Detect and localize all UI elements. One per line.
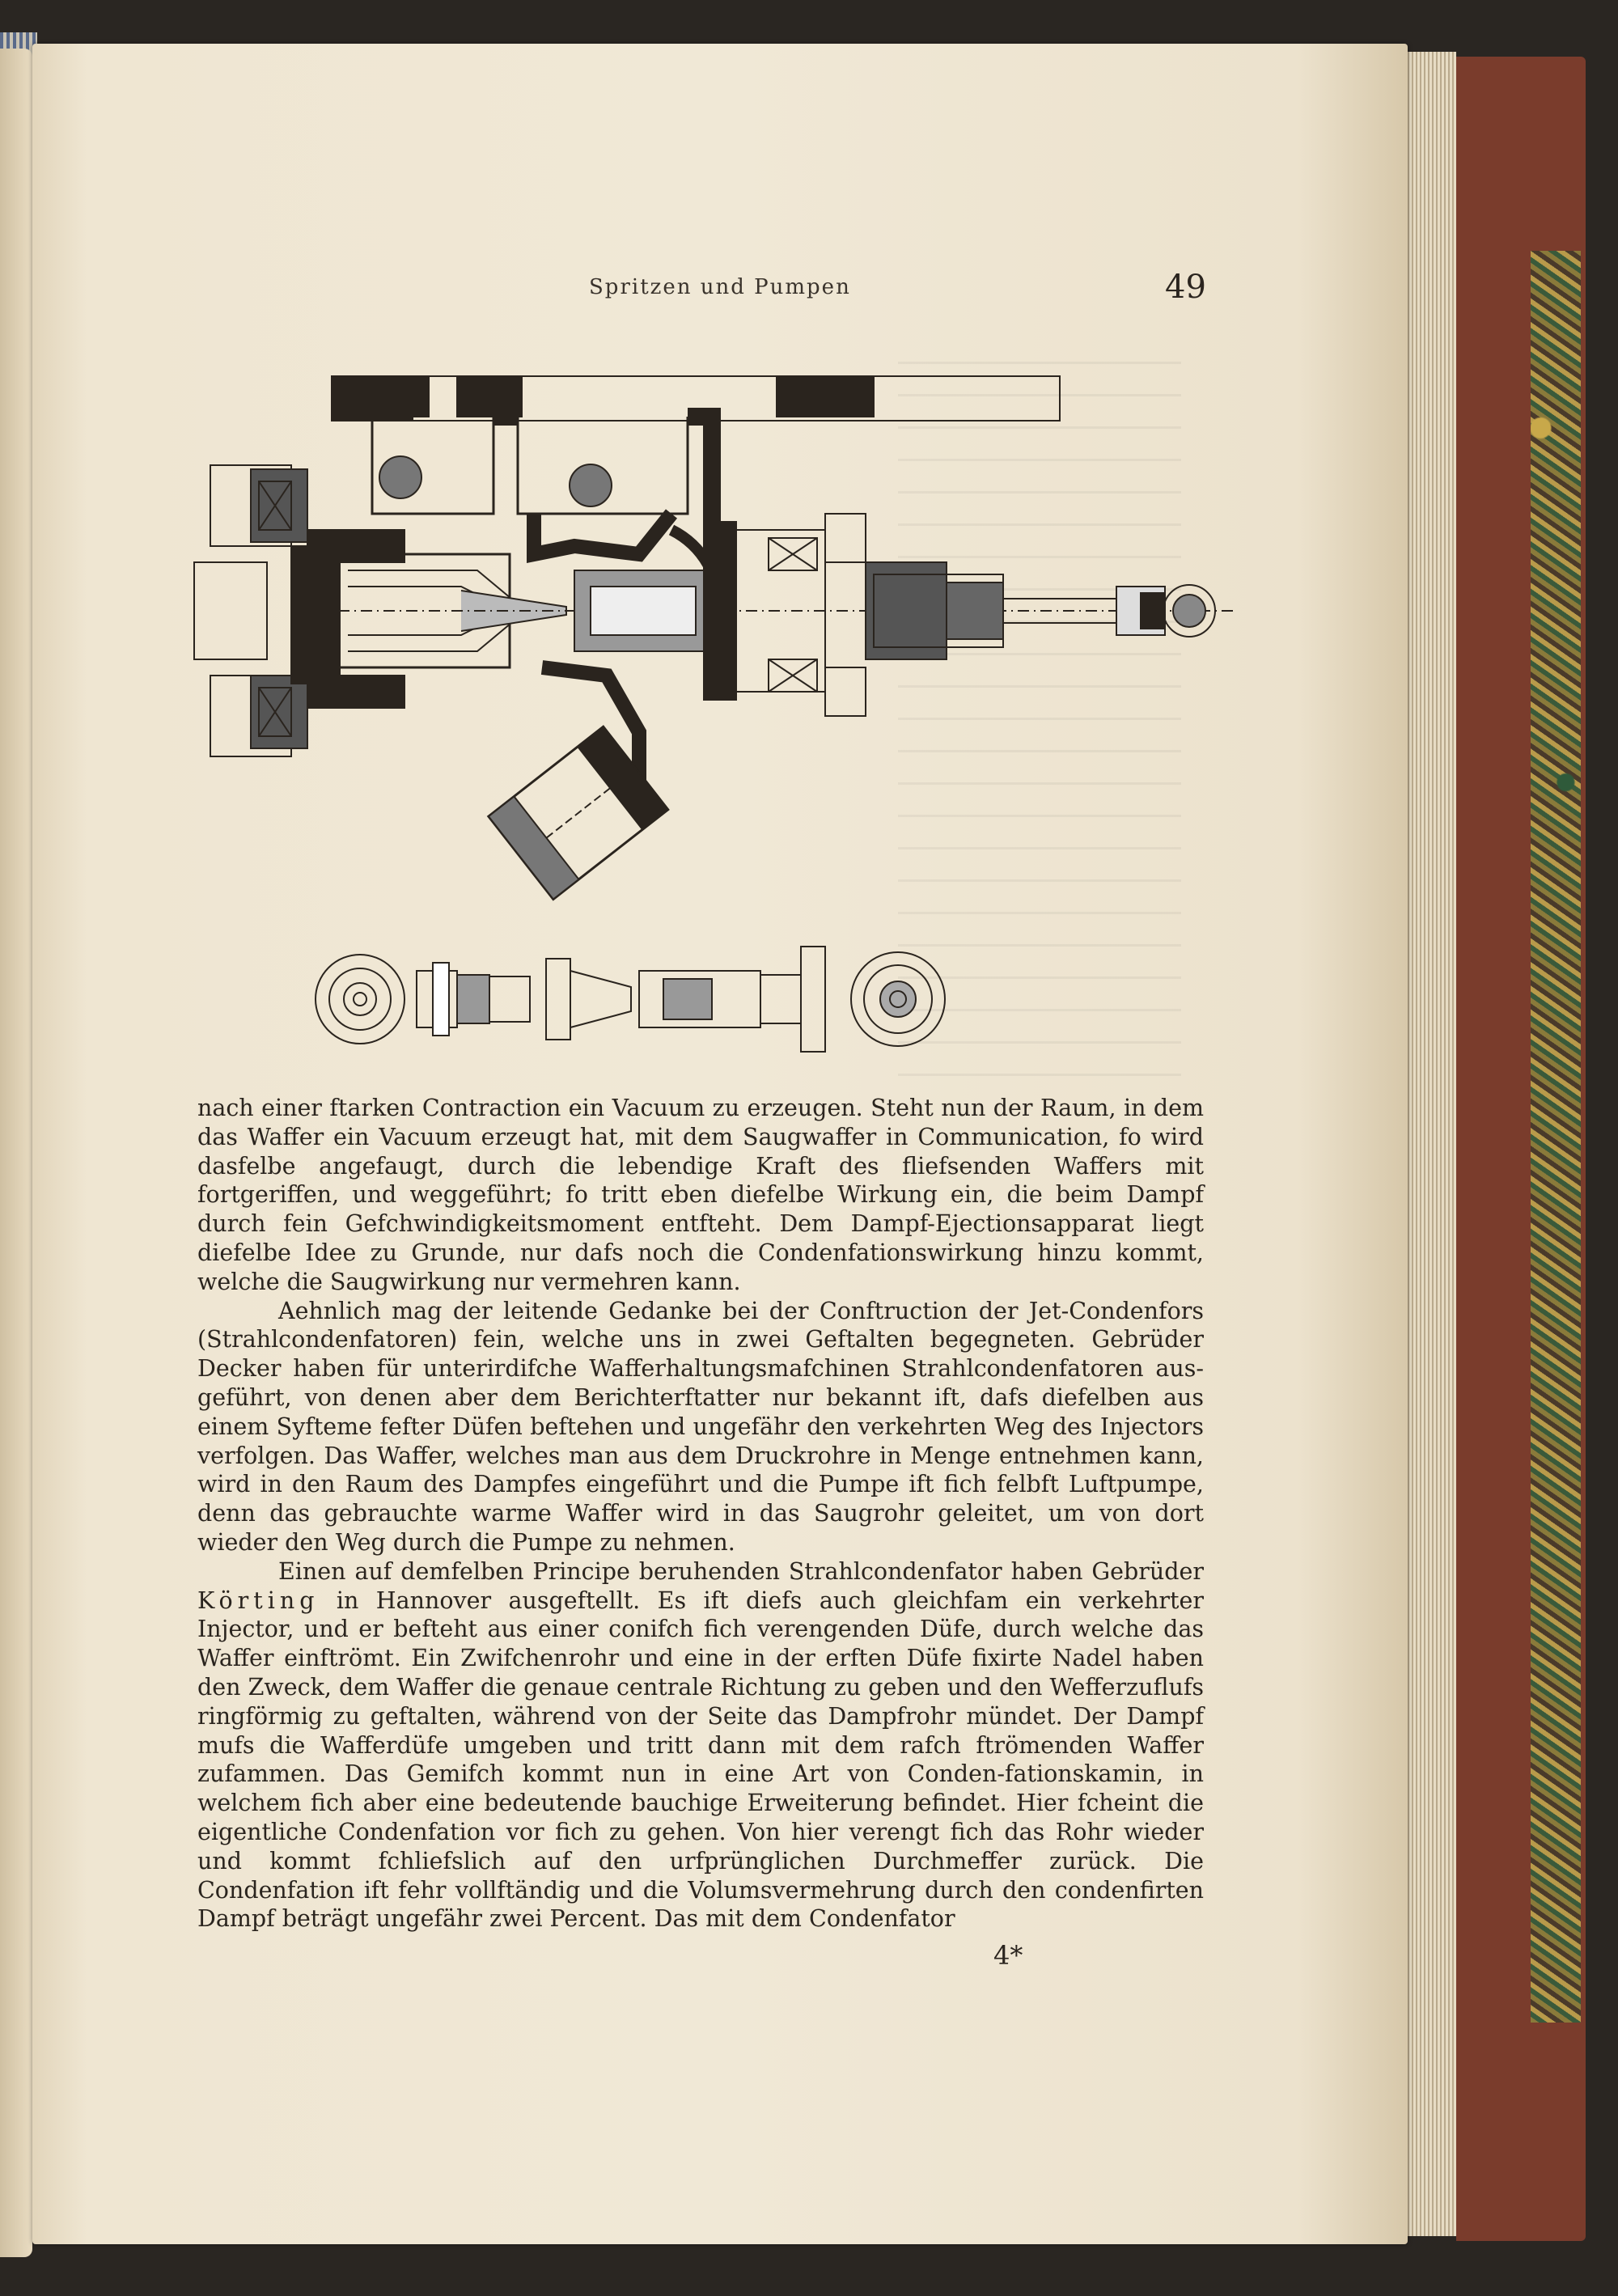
running-head: Spritzen und Pumpen [589, 275, 851, 299]
body-text [197, 1094, 1204, 1934]
name-koerting: Körting [197, 1586, 320, 1614]
signature-mark: 4* [993, 1940, 1023, 1971]
paragraph-3-rest: in Hannover ausgeftellt. Es ift diefs auch gleichfam ein verkehrter Injector, und er befteht aus einer conifch fich verengenden Düfe, durch welche das Waffer einftrömt. Ein Zwifchenrohr und eine in der erften Düfe fixirte Nadel haben den Zweck, dem Waffer die genaue centrale Richtung zu geben und den Wefferzuflufs ringförmig zu geftalten, während von der Seite das Dampfrohr mündet. Der Dampf mufs die Wafferdüfe umgeben und tritt dann mit dem rafch ftrömenden Waffer zufammen. Das Gemifch kommt nun in eine Art von Conden-fationskamin, in welchem fich aber eine bedeutende bauchige Erweiterung befindet. Hier fcheint die eigentliche Condenfation vor fich zu gehen. Von hier verengt fich das Rohr wieder und kommt fchliefslich auf den urfprünglichen Durchmeffer zurück. Die Condenfation ift fehr vollftändig und die Volumsvermehrung durch den condenfirten Dampf beträgt ungefähr zwei Percent. Das mit dem Condenfator [197, 1586, 1204, 1933]
paragraph-2: Aehnlich mag der leitende Gedanke bei der Conftruction der Jet-Condenfors (Strahlcondenfatoren) fein, welche uns in zwei Geftalten begegneten. Gebrüder Decker haben für unterirdifche Wafferhaltungsmafchinen Strahlcondenfatoren aus-geführt, von denen aber dem Berichterftatter nur bekannt ift, dafs diefelben aus einem Syfteme fefter Düfen beftehen und ungefähr den verkehrten Weg des Injectors verfolgen. Das Waffer, welches man aus dem Druckrohre in Menge entnehmen kann, wird in den Raum des Dampfes eingeführt und die Pumpe ift fich felbft Luftpumpe, denn das gebrauchte warme Waffer wird in das Saugrohr geleitet, um von dort wieder den Weg durch die Pumpe zu nehmen. [197, 1297, 1204, 1556]
steam-ejector-cross-section-drawing [186, 368, 1270, 1080]
page-stack-edges [1408, 52, 1456, 2236]
page-number: 49 [1165, 269, 1206, 306]
left-page [0, 49, 32, 2257]
paragraph-1: nach einer ftarken Contraction ein Vacuum zu erzeugen. Steht nun der Raum, in dem das Waffer ein Vacuum erzeugt hat, mit dem Saugwaffer in Communication, fo wird dasfelbe angefaugt, durch die lebendige Kraft des fliefsenden Waffers mit fortgeriffen, und weggeführt; fo tritt eben diefelbe Wirkung ein, die beim Dampf durch fein Gefchwindigkeitsmoment entfteht. Dem Dampf-Ejectionsapparat liegt diefelbe Idee zu Grunde, nur dafs noch die Condenfationswirkung hinzu kommt, welche die Saugwirkung nur vermehren kann. [197, 1095, 1204, 1295]
paragraph-3 [197, 1557, 1204, 1934]
marbled-edge [1531, 251, 1581, 2023]
paragraph-3-start: Einen auf demfelben Principe beruhenden Strahlcondenfator haben Gebrüder [278, 1557, 1204, 1585]
